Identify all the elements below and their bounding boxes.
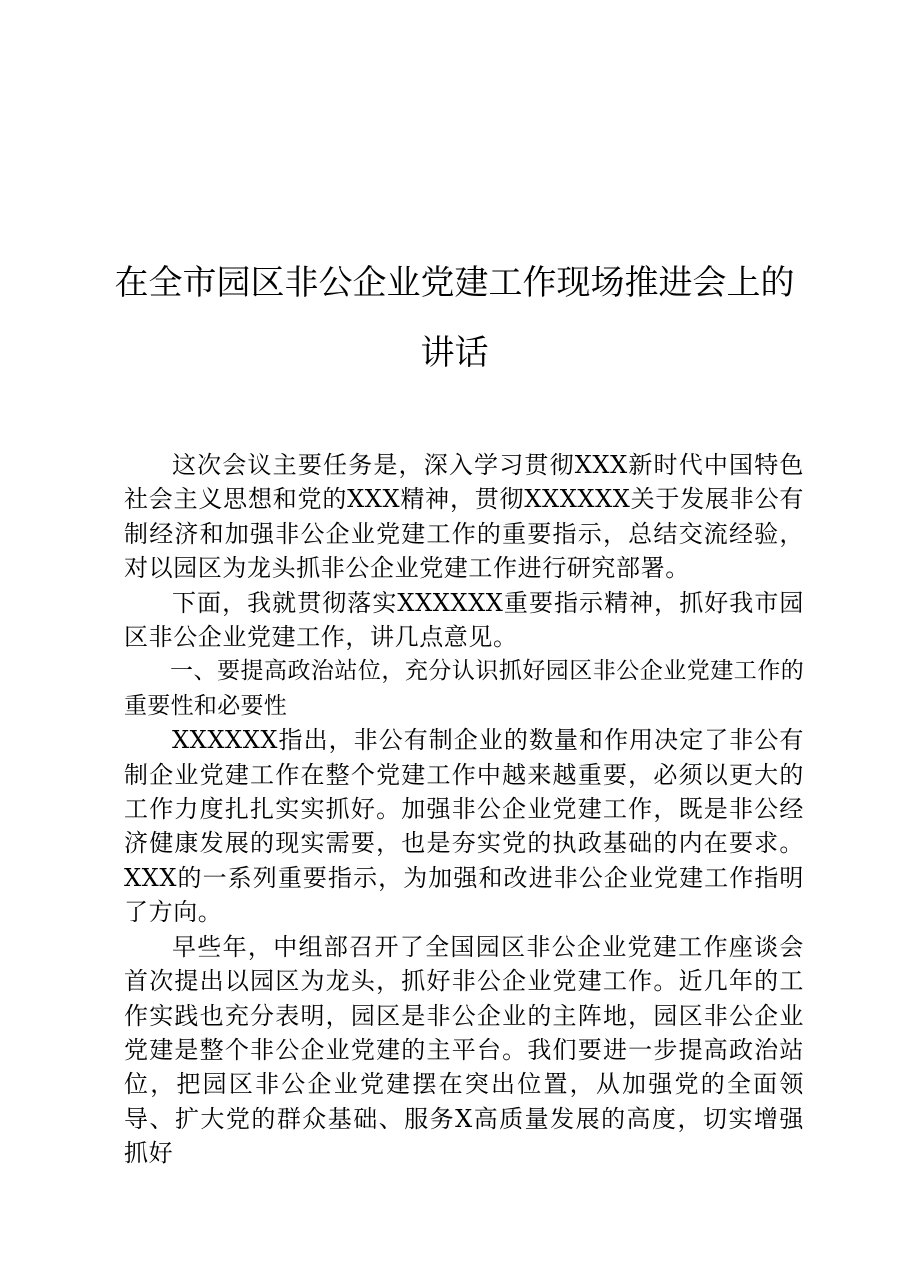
paragraph-section-1-b: 早些年，中组部召开了全国园区非公企业党建工作座谈会首次提出以园区为龙头，抓好非公企业党建工作。近几年的工作实践也充分表明，园区是非公企业的主阵地，园区非公企业党建是整个非公企业党建的主平台。我们要进一步提高政治站位，把园区非公企业党建摆在突出位置，从加强党的全面领导、扩大党的群众基础、服务X高质量发展的高度，切实增强抓好: [124, 932, 804, 1168]
paragraph-outline: 下面，我就贯彻落实XXXXXX重要指示精神，抓好我市园区非公企业党建工作，讲几点意见。: [124, 588, 804, 652]
section-heading-1: 一、要提高政治站位，充分认识抓好园区非公企业党建工作的重要性和必要性: [124, 658, 804, 719]
paragraph-section-1-a: XXXXXX指出，非公有制企业的数量和作用决定了非公有制企业党建工作在整个党建工作中越来越重要，必须以更大的工作力度扎扎实实抓好。加强非公企业党建工作，既是非公经济健康发展的现实需要，也是夯实党的执政基础的内在要求。XXX的一系列重要指示，为加强和改进非公企业党建工作指明了方向。: [124, 726, 804, 927]
document-body: [124, 448, 804, 1171]
document-title-line-2: 讲话: [420, 333, 489, 373]
document-title-line-1: 在全市园区非公企业党建工作现场推进会上的: [114, 263, 795, 303]
paragraph-intro: 这次会议主要任务是，深入学习贯彻XXX新时代中国特色社会主义思想和党的XXX精神，贯彻XXXXXX关于发展非公有制经济和加强非公企业党建工作的重要指示，总结交流经验，对以园区为龙头抓非公企业党建工作进行研究部署。: [124, 451, 804, 583]
